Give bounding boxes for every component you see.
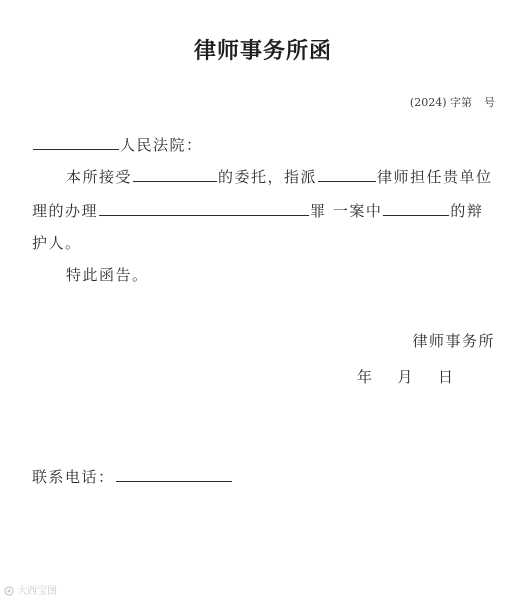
watermark-text: 大西宝图 [17,586,58,597]
body-p2-mid: 罪 [310,202,327,220]
contact-label: 联系电话： [32,468,115,486]
body-p2-mid2: 一案中 [332,202,383,220]
page-title: 律师事务所函 [193,38,332,64]
body-p2-suffix: 的辩 [450,202,484,220]
watermark-icon [4,586,14,596]
body-p1-prefix: 本所接受 [66,168,133,186]
addressee-suffix: 人民法院： [120,136,203,154]
body-line-1 [66,166,493,187]
defendant-blank[interactable] [99,200,309,216]
body-p3: 护人。 [32,234,82,252]
party-blank[interactable] [383,200,449,216]
doc-number-zi-di: 字第 [450,96,472,109]
firm-signature: 律师事务所 [412,332,495,350]
body-p2-prefix: 理的办理 [32,202,99,220]
date-day-label: 日 [438,368,455,386]
client-blank[interactable] [133,166,217,182]
body-line-3 [32,233,82,253]
phone-blank[interactable] [116,466,232,482]
date-line [357,367,455,387]
addressee-line [32,134,203,155]
document-number [410,94,495,110]
body-p1-mid2: 律师担任贵单位 [377,168,493,186]
body-p1-mid1: 的委托，指派 [218,168,318,186]
closing-line: 特此函告。 [66,266,149,284]
lawyer-blank[interactable] [318,166,376,182]
date-month-label: 月 [397,368,415,386]
court-name-blank[interactable] [33,134,119,150]
contact-line [32,466,233,487]
watermark-logo [4,582,57,597]
doc-number-hao: 号 [484,96,495,109]
date-year-label: 年 [357,368,374,386]
doc-number-year: (2024) [409,96,447,109]
body-line-2 [32,200,483,221]
